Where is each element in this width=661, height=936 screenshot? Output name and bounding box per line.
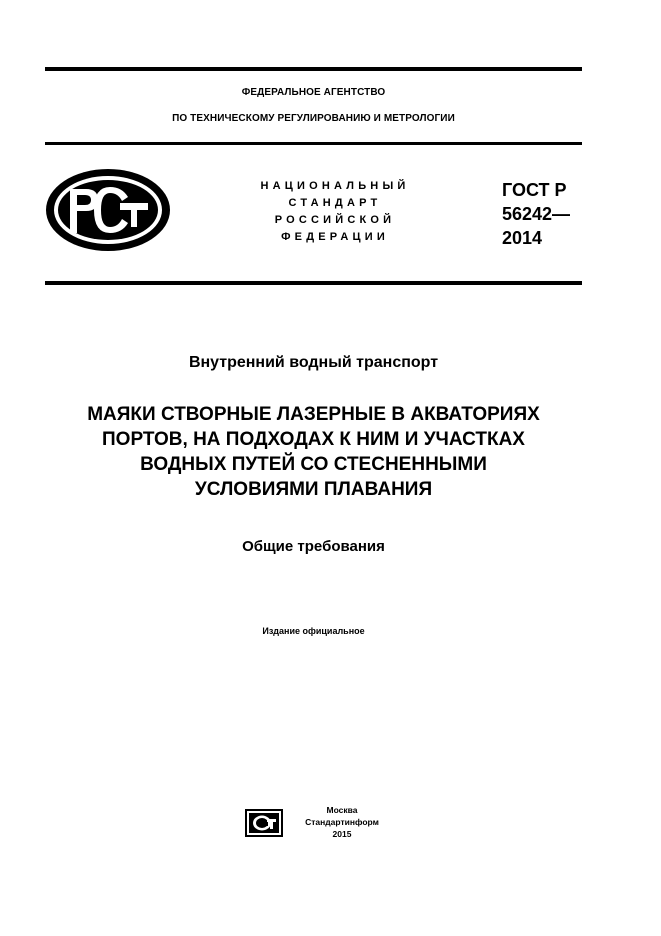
imprint-publisher: Стандартинформ <box>305 817 379 827</box>
agency-name-line-1: ФЕДЕРАЛЬНОЕ АГЕНТСТВО <box>241 87 386 98</box>
standard-designation <box>502 178 570 250</box>
designation-line-3: 2014 <box>502 228 543 248</box>
title-line-3: ВОДНЫХ ПУТЕЙ СО СТЕСНЕННЫМИ <box>140 454 487 475</box>
designation-line-2: 56242— <box>502 204 571 224</box>
document-subject: Внутренний водный транспорт <box>188 354 439 371</box>
imprint <box>292 804 392 840</box>
top-rule <box>45 67 582 71</box>
rst-certification-mark-icon <box>44 167 172 253</box>
standard-type <box>235 178 435 246</box>
title-line-2: ПОРТОВ, НА ПОДХОДАХ К НИМ И УЧАСТКАХ <box>102 429 525 450</box>
standard-type-line-4: ФЕДЕРАЦИИ <box>281 231 389 243</box>
imprint-year: 2015 <box>332 829 352 839</box>
title-line-1: МАЯКИ СТВОРНЫЕ ЛАЗЕРНЫЕ В АКВАТОРИЯХ <box>87 404 540 425</box>
title-line-4: УСЛОВИЯМИ ПЛАВАНИЯ <box>194 479 433 500</box>
document-title <box>45 402 582 502</box>
document-subtitle: Общие требования <box>242 538 385 555</box>
edition-note: Издание официальное <box>262 626 365 636</box>
agency-name-line-2: ПО ТЕХНИЧЕСКОМУ РЕГУЛИРОВАНИЮ И МЕТРОЛОГИИ <box>172 113 455 124</box>
standard-type-line-1: НАЦИОНАЛЬНЫЙ <box>260 180 410 192</box>
bottom-rule <box>45 281 582 285</box>
middle-rule <box>45 142 582 145</box>
standard-type-line-3: РОССИЙСКОЙ <box>274 214 396 226</box>
standard-type-line-2: СТАНДАРТ <box>288 197 382 209</box>
standartinform-logo-icon <box>245 809 283 837</box>
designation-line-1: ГОСТ Р <box>502 180 567 200</box>
imprint-city: Москва <box>326 805 358 815</box>
